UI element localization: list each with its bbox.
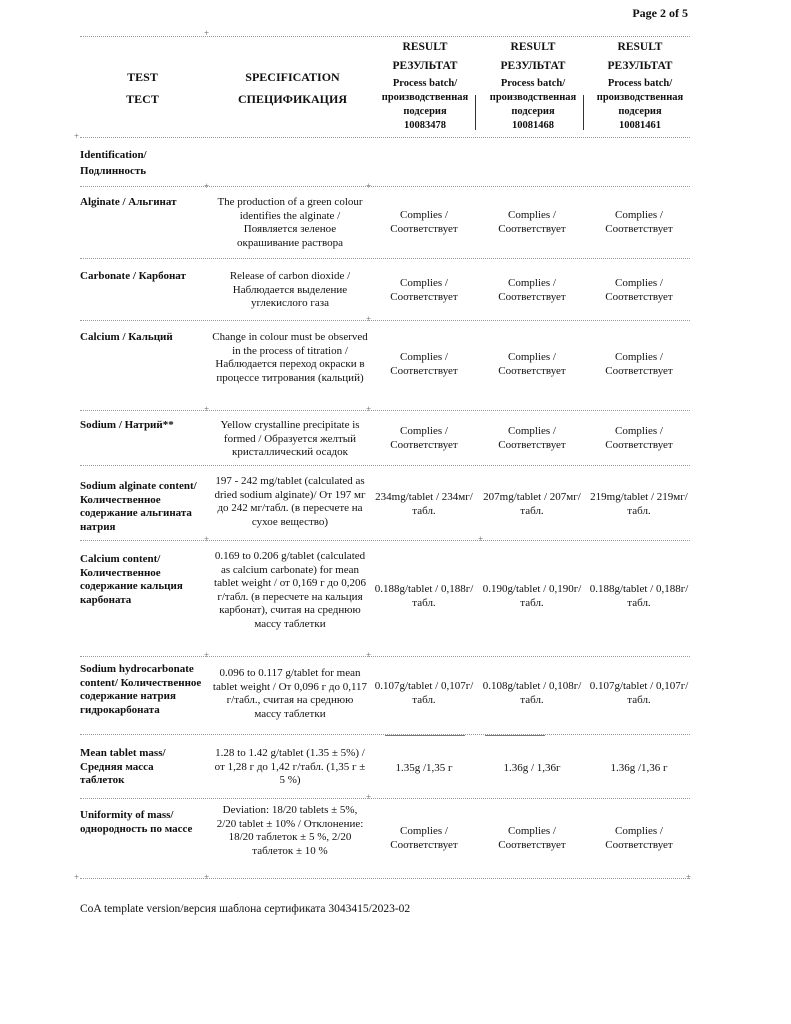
spec-alginate: The production of a green colour identifies the alginate / Появляется зеленое окрашивание раствора [217,196,363,249]
result-sodium-alginate-2: 207mg/tablet / 207мг/табл. [483,491,581,517]
row-separator [80,656,690,657]
test-calcium: Calcium / Кальций [80,331,173,343]
test-carbonate: Carbonate / Карбонат [80,270,186,282]
header-test-en: TEST [127,70,158,84]
row-separator [80,798,690,799]
result-mean-tablet-mass-3: 1.36g /1,36 г [610,762,668,774]
spec-sodium-alginate-content: 197 - 242 mg/tablet (calculated as dried sodium alginate)/ От 197 мг до 242 мг/табл. (в пересчете на сухое вещество) [214,475,366,528]
column-divider [475,95,476,130]
result-alginate-2: Complies / Соответствует [498,209,566,235]
header-result-2 [477,38,589,132]
result-alginate-3: Complies / Соответствует [605,209,673,235]
corner-tick: + [366,792,372,802]
result-label-ru: РЕЗУЛЬТАТ [500,60,566,72]
corner-tick: + [686,872,692,882]
column-divider [583,95,584,130]
result-label-ru: РЕЗУЛЬТАТ [392,60,458,72]
test-uniformity-of-mass: Uniformity of mass/однородность по массе [80,809,193,835]
result-carbonate-3: Complies / Соответствует [605,277,673,303]
test-mean-tablet-mass: Mean tablet mass/ Средняя масса таблеток [80,747,166,786]
row-separator [80,36,690,37]
result-alginate-1: Complies / Соответствует [390,209,458,235]
result-mean-tablet-mass-2: 1.36g / 1,36г [503,762,561,774]
corner-tick: + [204,534,210,544]
result-sodium-2: Complies / Соответствует [498,425,566,451]
corner-tick: + [478,534,484,544]
spec-calcium-content: 0.169 to 0.206 g/tablet (calculated as calcium carbonate) for mean tablet weight / от 0,169 г до 0,206 г/табл. (в пересчете на кальция карбонат), считая на среднюю массу таблетки [214,550,366,630]
batch-number: 10081461 [619,120,661,131]
result-sodium-alginate-3: 219mg/tablet / 219мг/табл. [590,491,688,517]
result-calcium-content-3: 0.188g/tablet / 0,188г/табл. [589,583,689,609]
batch-label-ru: производственная [489,92,577,103]
result-calcium-content-2: 0.190g/tablet / 0,190г/табл. [482,583,582,609]
result-calcium-content-1: 0.188g/tablet / 0,188г/табл. [374,583,474,609]
corner-tick: + [204,181,210,191]
test-sodium-hydrocarbonate-content: Sodium hydrocarbonate content/ Количественное содержание натрия гидрокарбоната [80,663,202,716]
header-spec-en: SPECIFICATION [245,70,340,84]
row-separator [80,320,690,321]
batch-label-ru: производственная [381,92,469,103]
test-sodium: Sodium / Натрий** [80,419,174,431]
cell-rule [485,735,545,736]
corner-tick: + [204,28,210,38]
cell-rule [385,735,465,736]
header-test [100,66,185,110]
row-separator [80,465,690,466]
batch-label-en: Process batch/ [607,78,673,89]
batch-label-ru2: подсерия [511,106,555,117]
section-identification: Identification/ Подлинность [80,149,147,177]
spec-carbonate: Release of carbon dioxide / Наблюдается выделение углекислого газа [229,270,351,309]
batch-label-ru: производственная [596,92,684,103]
row-separator [80,410,690,411]
result-sodium-alginate-1: 234mg/tablet / 234мг/табл. [375,491,473,517]
test-alginate: Alginate / Альгинат [80,196,177,208]
result-calcium-3: Complies / Соответствует [605,351,673,377]
corner-tick: + [74,131,80,141]
corner-tick: + [366,404,372,414]
batch-label-en: Process batch/ [392,78,458,89]
corner-tick: + [366,314,372,324]
row-separator [80,878,690,879]
footer-template-version: CoA template version/версия шаблона сертификата 3043415/2023-02 [80,903,411,915]
batch-label-en: Process batch/ [500,78,566,89]
result-sodium-hydrocarbonate-1: 0.107g/tablet / 0,107г/табл. [374,680,474,706]
header-result-1 [369,38,481,132]
result-carbonate-2: Complies / Соответствует [498,277,566,303]
result-label-ru: РЕЗУЛЬТАТ [607,60,673,72]
header-test-ru: ТЕСТ [126,92,159,106]
corner-tick: + [74,872,80,882]
test-calcium-content: Calcium content/ Количественное содержание кальция карбоната [80,553,183,606]
row-separator [80,540,690,541]
batch-number: 10083478 [404,120,446,131]
corner-tick: + [204,404,210,414]
result-sodium-1: Complies / Соответствует [390,425,458,451]
spec-sodium-hydrocarbonate-content: 0.096 to 0.117 g/tablet for mean tablet weight / От 0,096 г до 0,117 г/табл., считая на среднюю массу таблетки [212,667,368,720]
result-mean-tablet-mass-1: 1.35g /1,35 г [395,762,453,774]
spec-calcium: Change in colour must be observed in the process of titration / Наблюдается переход окраски в процессе титрования (кальций) [212,331,368,384]
test-sodium-alginate-content: Sodium alginate content/ Количественное содержание альгината натрия [80,480,197,533]
batch-label-ru2: подсерия [403,106,447,117]
result-calcium-1: Complies / Соответствует [390,351,458,377]
result-carbonate-1: Complies / Соответствует [390,277,458,303]
batch-number: 10081468 [512,120,554,131]
header-specification [225,66,360,110]
spec-sodium: Yellow crystalline precipitate is formed / Образуется желтый кристаллический осадок [220,419,360,458]
spec-uniformity-of-mass: Deviation: 18/20 tablets ± 5%, 2/20 tablet ± 10% / Отклонение: 18/20 таблеток ± 5 %, 2/20 таблеток ± 10 % [216,804,364,857]
spec-mean-tablet-mass: 1.28 to 1.42 g/tablet (1.35 ± 5%) / от 1,28 г до 1,42 г/табл. (1,35 г ± 5 %) [214,747,366,786]
corner-tick: + [366,181,372,191]
result-sodium-hydrocarbonate-3: 0.107g/tablet / 0,107г/табл. [589,680,689,706]
corner-tick: + [204,650,210,660]
batch-label-ru2: подсерия [618,106,662,117]
corner-tick: + [204,872,210,882]
page-number: Page 2 of 5 [632,6,688,20]
result-uniformity-2: Complies / Соответствует [498,825,566,851]
result-sodium-3: Complies / Соответствует [605,425,673,451]
corner-tick: + [366,650,372,660]
row-separator [80,186,690,187]
result-label-en: RESULT [510,41,556,53]
result-uniformity-1: Complies / Соответствует [390,825,458,851]
row-separator [80,137,690,138]
result-sodium-hydrocarbonate-2: 0.108g/tablet / 0,108г/табл. [482,680,582,706]
header-spec-ru: СПЕЦИФИКАЦИЯ [237,92,347,106]
result-calcium-2: Complies / Соответствует [498,351,566,377]
result-label-en: RESULT [617,41,663,53]
header-result-3 [584,38,696,132]
result-uniformity-3: Complies / Соответствует [605,825,673,851]
result-label-en: RESULT [402,41,448,53]
row-separator [80,258,690,259]
